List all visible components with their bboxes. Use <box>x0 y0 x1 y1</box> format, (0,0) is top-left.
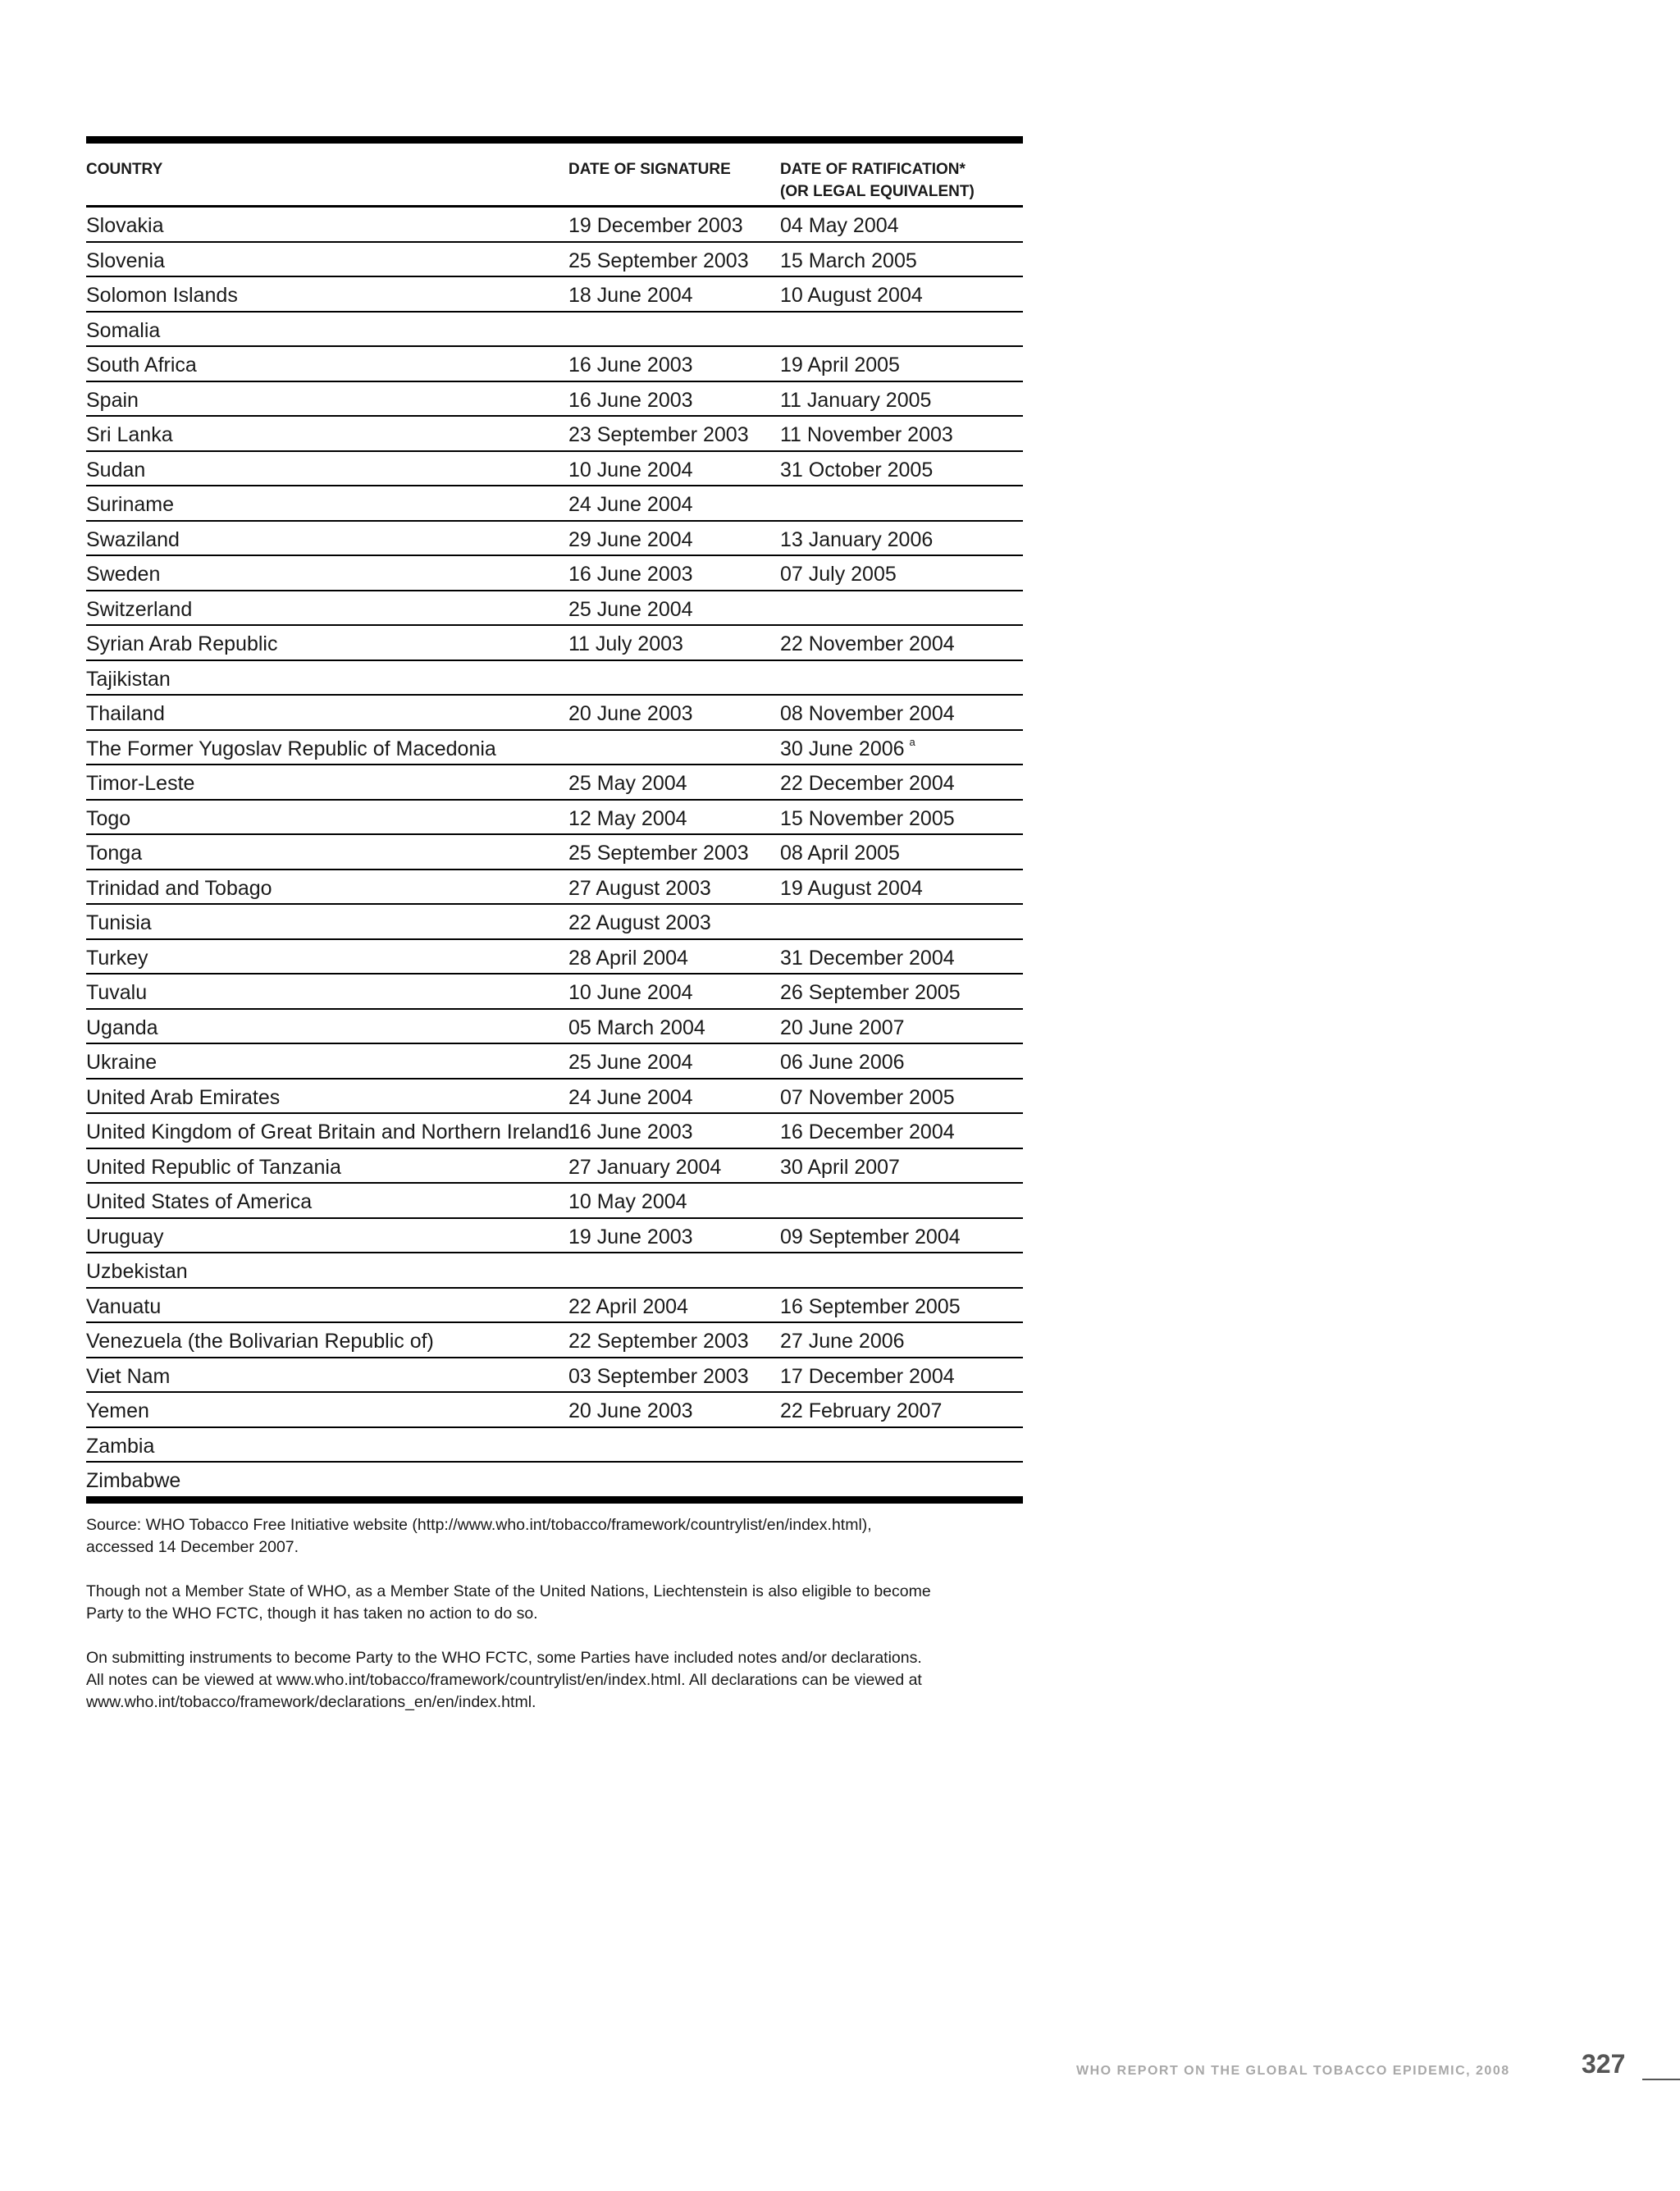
source-note-line: Source: WHO Tobacco Free Initiative website (http://www.who.int/tobacco/framework/countrylist/en/index.html), <box>86 1516 872 1534</box>
cell-signature-date: 10 June 2004 <box>568 981 693 1004</box>
cell-signature-date: 05 March 2004 <box>568 1016 705 1039</box>
table-row <box>86 975 1023 1010</box>
table-row <box>86 452 1023 487</box>
cell-signature-date: 29 June 2004 <box>568 527 693 551</box>
ratification-date-text: 26 September 2005 <box>780 981 961 1004</box>
table-row <box>86 277 1023 313</box>
table-body <box>86 208 1023 1496</box>
cell-ratification-date <box>780 1221 961 1253</box>
cell-country: United Kingdom of Great Britain and Northern Ireland <box>86 1121 570 1143</box>
footnote-marker: a <box>909 735 915 748</box>
ratification-date-text: 09 September 2004 <box>780 1225 961 1248</box>
cell-country: Yemen <box>86 1399 149 1422</box>
cell-signature-date: 25 June 2004 <box>568 597 693 621</box>
table-row <box>86 1358 1023 1394</box>
cell-ratification-date <box>780 976 961 1009</box>
table-row <box>86 1463 1023 1496</box>
cell-country: Tajikistan <box>86 667 171 691</box>
cell-signature-date: 16 June 2003 <box>568 1121 693 1143</box>
table-row <box>86 731 1023 766</box>
cell-signature-date: 23 September 2003 <box>568 423 749 446</box>
ratification-date-text: 07 July 2005 <box>780 563 897 586</box>
cell-signature-date: 24 June 2004 <box>568 493 693 516</box>
cell-signature-date: 24 June 2004 <box>568 1085 693 1109</box>
cell-ratification-date <box>780 1360 955 1393</box>
header-ratification-label: DATE OF RATIFICATION* <box>780 161 966 178</box>
table-row <box>86 1044 1023 1080</box>
liechtenstein-note-line: Party to the WHO FCTC, though it has taken no action to do so. <box>86 1604 538 1623</box>
cell-country: Suriname <box>86 493 174 516</box>
cell-signature-date: 22 August 2003 <box>568 911 711 934</box>
table-row <box>86 313 1023 348</box>
cell-ratification-date <box>780 942 955 975</box>
table-row <box>86 1149 1023 1185</box>
cell-signature-date: 19 December 2003 <box>568 214 743 237</box>
cell-ratification-date <box>780 279 923 312</box>
cell-signature-date: 03 September 2003 <box>568 1364 749 1388</box>
ratification-date-text: 08 November 2004 <box>780 702 955 725</box>
ratification-date-text: 31 December 2004 <box>780 946 955 970</box>
cell-country: Timor-Leste <box>86 772 195 795</box>
header-country: COUNTRY <box>86 161 163 178</box>
table-row <box>86 1428 1023 1463</box>
declarations-note <box>86 1647 972 1714</box>
ratification-date-text: 16 December 2004 <box>780 1121 955 1143</box>
cell-country: Spain <box>86 388 139 412</box>
table-row <box>86 1253 1023 1289</box>
table-row <box>86 1289 1023 1324</box>
cell-country: Slovakia <box>86 214 164 237</box>
table-row <box>86 486 1023 522</box>
cell-ratification-date <box>780 209 899 242</box>
table-row <box>86 1323 1023 1358</box>
cell-country: Uruguay <box>86 1225 164 1248</box>
table-row <box>86 661 1023 696</box>
cell-signature-date: 25 May 2004 <box>568 772 687 795</box>
ratification-date-text: 11 January 2005 <box>780 388 932 412</box>
table-row <box>86 765 1023 801</box>
table-row <box>86 1184 1023 1219</box>
ratification-date-text: 11 November 2003 <box>780 423 953 446</box>
table-header-row <box>86 144 1023 208</box>
table-row <box>86 1010 1023 1045</box>
table-row <box>86 556 1023 591</box>
cell-country: Tonga <box>86 842 143 865</box>
source-note-line: accessed 14 December 2007. <box>86 1538 299 1556</box>
cell-ratification-date <box>780 558 897 591</box>
cell-signature-date: 11 July 2003 <box>568 632 683 655</box>
cell-ratification-date <box>780 1325 905 1358</box>
cell-ratification-date <box>780 802 955 835</box>
cell-signature-date: 20 June 2003 <box>568 702 693 725</box>
table-top-rule <box>86 136 1023 144</box>
ratification-date-text: 16 September 2005 <box>780 1294 961 1318</box>
source-note <box>86 1514 972 1559</box>
table-row <box>86 870 1023 906</box>
cell-country: United Republic of Tanzania <box>86 1155 341 1179</box>
cell-signature-date: 10 May 2004 <box>568 1190 687 1213</box>
ratification-date-text: 22 February 2007 <box>780 1399 943 1422</box>
ratification-date-text: 22 November 2004 <box>780 632 955 655</box>
cell-country: Sweden <box>86 563 161 586</box>
table-row <box>86 382 1023 418</box>
cell-signature-date: 27 January 2004 <box>568 1155 722 1179</box>
page-number-rule <box>1642 2079 1680 2080</box>
table-row <box>86 1219 1023 1254</box>
cell-ratification-date <box>780 1116 955 1148</box>
cell-ratification-date <box>780 697 955 730</box>
cell-ratification-date <box>780 628 955 660</box>
table-row <box>86 208 1023 243</box>
ratification-date-text: 22 December 2004 <box>780 772 955 795</box>
page-number: 327 <box>1582 2049 1626 2079</box>
cell-country: Togo <box>86 806 131 830</box>
cell-ratification-date <box>780 1394 942 1427</box>
cell-ratification-date <box>780 418 953 451</box>
cell-signature-date: 22 September 2003 <box>568 1330 749 1353</box>
cell-signature-date: 25 June 2004 <box>568 1051 693 1074</box>
ratification-date-text: 08 April 2005 <box>780 842 900 865</box>
cell-signature-date: 27 August 2003 <box>568 876 711 900</box>
cell-signature-date: 19 June 2003 <box>568 1225 693 1248</box>
cell-country: United States of America <box>86 1190 313 1213</box>
table-row <box>86 591 1023 627</box>
cell-ratification-date <box>780 767 955 800</box>
cell-country: Syrian Arab Republic <box>86 632 278 655</box>
table-row <box>86 522 1023 557</box>
header-ratification-sub: (OR LEGAL EQUIVALENT) <box>780 183 975 200</box>
declarations-note-line: www.who.int/tobacco/framework/declarations_en/en/index.html. <box>86 1693 536 1711</box>
cell-country: Zimbabwe <box>86 1469 181 1492</box>
cell-country: Uganda <box>86 1016 158 1039</box>
ratification-date-text: 31 October 2005 <box>780 458 934 482</box>
ratification-date-text: 19 August 2004 <box>780 876 923 900</box>
table-row <box>86 347 1023 382</box>
cell-country: Trinidad and Tobago <box>86 876 272 900</box>
header-signature: DATE OF SIGNATURE <box>568 161 731 178</box>
cell-country: Tunisia <box>86 911 152 934</box>
cell-ratification-date <box>780 244 917 277</box>
header-ratification <box>780 158 975 203</box>
cell-country: Sudan <box>86 458 146 482</box>
ratification-date-text: 17 December 2004 <box>780 1364 955 1388</box>
cell-country: United Arab Emirates <box>86 1085 281 1109</box>
cell-country: Switzerland <box>86 597 193 621</box>
table-row <box>86 940 1023 975</box>
cell-country: Sri Lanka <box>86 423 173 446</box>
cell-ratification-date <box>780 454 933 486</box>
cell-ratification-date <box>780 384 931 417</box>
cell-country: Turkey <box>86 946 148 970</box>
ratification-date-text: 20 June 2007 <box>780 1016 905 1039</box>
table-row <box>86 1080 1023 1115</box>
ratification-date-text: 19 April 2005 <box>780 354 900 377</box>
cell-ratification-date <box>780 1046 905 1079</box>
cell-country: Viet Nam <box>86 1364 171 1388</box>
cell-ratification-date <box>780 349 900 381</box>
cell-country: Slovenia <box>86 249 165 272</box>
cell-ratification-date <box>780 1151 900 1184</box>
cell-country: Vanuatu <box>86 1294 162 1318</box>
cell-signature-date: 28 April 2004 <box>568 946 688 970</box>
cell-signature-date: 20 June 2003 <box>568 1399 693 1422</box>
cell-signature-date: 12 May 2004 <box>568 806 687 830</box>
ratification-date-text: 06 June 2006 <box>780 1051 905 1074</box>
ratification-date-text: 15 November 2005 <box>780 806 955 830</box>
cell-signature-date: 16 June 2003 <box>568 354 693 377</box>
ratification-table <box>86 136 1023 1504</box>
ratification-date-text: 30 June 2006 <box>780 737 905 760</box>
cell-country: The Former Yugoslav Republic of Macedonia <box>86 737 496 760</box>
ratification-date-text: 27 June 2006 <box>780 1330 905 1353</box>
ratification-date-text: 10 August 2004 <box>780 284 923 307</box>
cell-signature-date: 16 June 2003 <box>568 563 693 586</box>
ratification-date-text: 30 April 2007 <box>780 1155 900 1179</box>
liechtenstein-note <box>86 1581 972 1625</box>
cell-country: Uzbekistan <box>86 1260 188 1283</box>
table-row <box>86 626 1023 661</box>
table-row <box>86 905 1023 940</box>
cell-signature-date: 16 June 2003 <box>568 388 693 412</box>
cell-country: Zambia <box>86 1434 155 1458</box>
liechtenstein-note-line: Though not a Member State of WHO, as a Member State of the United Nations, Liechtenstein is also eligible to become <box>86 1582 931 1600</box>
ratification-date-text: 15 March 2005 <box>780 249 917 272</box>
table-bottom-rule <box>86 1496 1023 1504</box>
declarations-note-line: All notes can be viewed at www.who.int/tobacco/framework/countrylist/en/index.html. All declarations can be viewed at <box>86 1671 922 1689</box>
ratification-date-text: 13 January 2006 <box>780 527 934 551</box>
cell-ratification-date <box>780 733 915 765</box>
running-footer-title: WHO REPORT ON THE GLOBAL TOBACCO EPIDEMIC, 2008 <box>1076 2064 1510 2078</box>
declarations-note-line: On submitting instruments to become Party to the WHO FCTC, some Parties have included notes and/or declarations. <box>86 1649 922 1667</box>
cell-country: Swaziland <box>86 527 180 551</box>
table-row <box>86 835 1023 870</box>
cell-ratification-date <box>780 1290 961 1323</box>
cell-signature-date: 25 September 2003 <box>568 249 749 272</box>
cell-ratification-date <box>780 523 933 556</box>
cell-country: Thailand <box>86 702 165 725</box>
cell-country: Somalia <box>86 318 161 342</box>
cell-ratification-date <box>780 1081 955 1114</box>
cell-ratification-date <box>780 872 923 905</box>
table-row <box>86 801 1023 836</box>
cell-country: Ukraine <box>86 1051 158 1074</box>
table-row <box>86 1393 1023 1428</box>
cell-signature-date: 18 June 2004 <box>568 284 693 307</box>
table-row <box>86 243 1023 278</box>
table-row <box>86 696 1023 731</box>
cell-ratification-date <box>780 1011 905 1044</box>
cell-signature-date: 10 June 2004 <box>568 458 693 482</box>
cell-country: Venezuela (the Bolivarian Republic of) <box>86 1330 434 1353</box>
cell-signature-date: 22 April 2004 <box>568 1294 688 1318</box>
cell-country: Solomon Islands <box>86 284 238 307</box>
cell-country: Tuvalu <box>86 981 148 1004</box>
footnotes <box>86 1514 972 1736</box>
ratification-date-text: 04 May 2004 <box>780 214 899 237</box>
table-row <box>86 417 1023 452</box>
cell-ratification-date <box>780 837 900 870</box>
ratification-date-text: 07 November 2005 <box>780 1085 955 1109</box>
cell-signature-date: 25 September 2003 <box>568 842 749 865</box>
table-row <box>86 1114 1023 1149</box>
cell-country: South Africa <box>86 354 197 377</box>
